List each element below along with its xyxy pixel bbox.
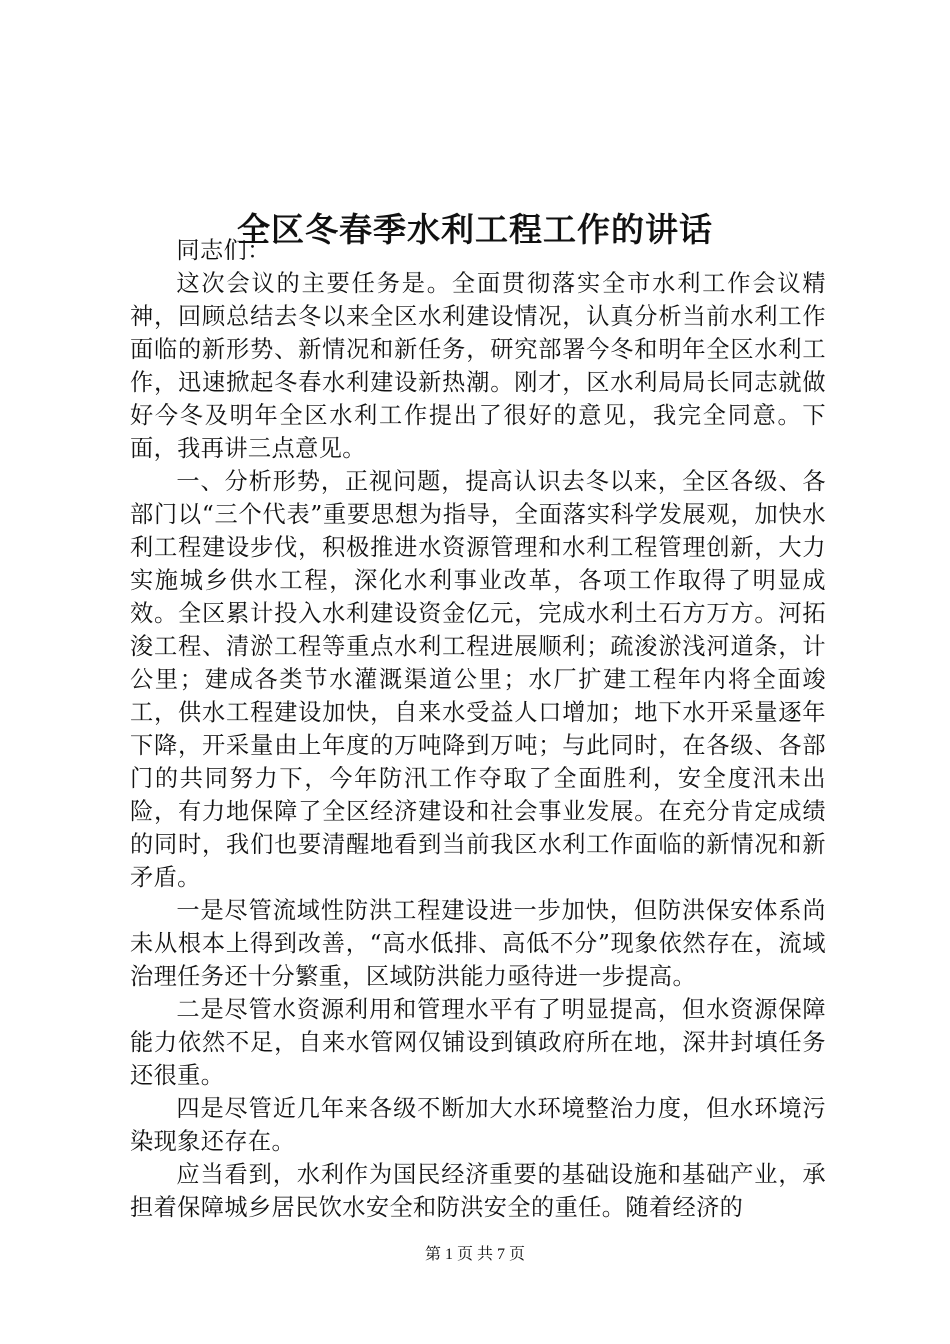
document-title: 全区冬春季水利工程工作的讲话 — [237, 210, 713, 250]
paragraph: 二是尽管水资源利用和管理水平有了明显提高，但水资源保障能力依然不足，自来水管网仅铺设到镇政府所在地，深井封填任务还很重。 — [130, 996, 826, 1089]
paragraph: 四是尽管近几年来各级不断加大水环境整治力度，但水环境污染现象还存在。 — [130, 1095, 826, 1155]
page-footer: 第 1 页 共 7 页 — [424, 1246, 525, 1263]
paragraph: 这次会议的主要任务是。全面贯彻落实全市水利工作会议精神，回顾总结去冬以来全区水利建设情况，认真分析当前水利工作面临的新形势、新情况和新任务，研究部署今冬和明年全区水利工作，迅速掀起冬春水利建设新热潮。刚才，区水利局局长同志就做好今冬及明年全区水利工作提出了很好的意见，我完全同意。下面，我再讲三点意见。 — [130, 270, 826, 462]
paragraph: 一是尽管流域性防洪工程建设进一步加快，但防洪保安体系尚未从根本上得到改善，“高水低排、高低不分”现象依然存在，流域治理任务还十分繁重，区域防洪能力亟待进一步提高。 — [130, 897, 826, 990]
document-body — [130, 234, 826, 1224]
paragraph: 一、分析形势，正视问题，提高认识去冬以来，全区各级、各部门以“三个代表”重要思想为指导，全面落实科学发展观，加快水利工程建设步伐，积极推进水资源管理和水利工程管理创新，大力实施城乡供水工程，深化水利事业改革，各项工作取得了明显成效。全区累计投入水利建设资金亿元，完成水利土石方万方。河拓浚工程、清淤工程等重点水利工程进展顺利；疏浚淤浅河道条，计公里；建成各类节水灌溉渠道公里；水厂扩建工程年内将全面竣工，供水工程建设加快，自来水受益人口增加；地下水开采量逐年下降，开采量由上年度的万吨降到万吨；与此同时，在各级、各部门的共同努力下，今年防汛工作夺取了全面胜利，安全度汛未出险，有力地保障了全区经济建设和社会事业发展。在充分肯定成绩的同时，我们也要清醒地看到当前我区水利工作面临的新情况和新矛盾。 — [130, 468, 826, 891]
paragraph: 应当看到，水利作为国民经济重要的基础设施和基础产业，承担着保障城乡居民饮水安全和防洪安全的重任。随着经济的 — [130, 1161, 826, 1221]
salutation: 同志们： — [176, 237, 271, 264]
